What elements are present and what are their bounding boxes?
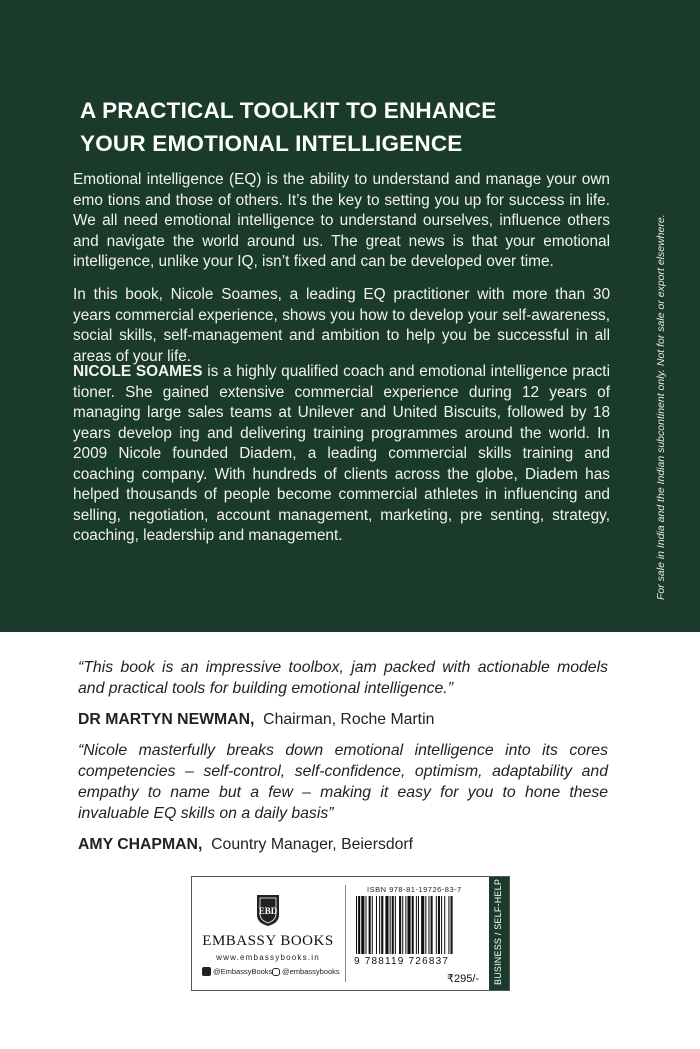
barcode-bar [436,896,437,954]
endorsement-attribution-1 [78,711,434,729]
barcode-bar [448,896,449,954]
endorsement-quote-2: “Nicole masterfully breaks down emotional intelligence into its cores competencies – self-control, self-confidence, optimism, adaptability and empathy to name but a few – making it easy for you to hone these invaluable EQ skills on a daily basis” [78,742,608,822]
category-band [489,877,509,990]
endorser-name: DR MARTYN NEWMAN, [78,711,255,728]
barcode-bar [444,896,445,954]
heading-line-1: A PRACTICAL TOOLKIT TO ENHANCE [80,98,497,123]
facebook-handle-text: @EmbassyBooks [213,967,273,976]
facebook-handle [202,967,272,976]
barcode-bar [421,896,424,954]
facebook-icon [202,967,211,976]
barcode-bar [438,896,440,954]
barcode-bar [392,896,394,954]
barcode-bar [441,896,442,954]
barcode-bar [425,896,426,954]
barcode-bar [356,896,357,954]
heading-line-2: YOUR EMOTIONAL INTELLIGENCE [80,131,463,156]
barcode-bar [361,896,364,954]
publisher-url: www.embassybooks.in [216,953,320,962]
endorser-role: Country Manager, Beiersdorf [211,836,414,853]
isbn-label: ISBN 978-81-19726-83-7 [367,885,462,894]
publisher-emblem-icon [254,893,282,927]
barcode-bar [428,896,429,954]
instagram-handle [272,967,340,976]
blurb-paragraph-1: Emotional intelligence (EQ) is the ability to understand and manage your own emo tions and those of others. It’s the key to setting you up for success in life. We all need emotional intelligence to understand ourselves, influence others and navigate the world around us. The great news is that your emotional intelligence, unlike your IQ, isn’t fixed and can be developed over time. [73,171,610,270]
emblem-letters: EBD [258,906,278,916]
barcode-bar [376,896,377,954]
barcode-bar [431,896,433,954]
isbn-barcode [354,896,486,954]
barcode-bar [407,896,410,954]
barcode-bar [395,896,396,954]
barcode-bar [402,896,403,954]
instagram-icon [272,968,280,976]
barcode-bar [365,896,366,954]
barcode-bar [385,896,388,954]
barcode-number: 9 788119 726837 [354,956,450,967]
barcode-bar [369,896,371,954]
publisher-name: EMBASSY BOOKS [202,933,334,949]
blurb-paragraph-2: In this book, Nicole Soames, a leading EQ practitioner with more than 30 years commercial experience, shows you how to develop your self-awareness, social skills, self-management and ambition to help you be successful in all areas of your life. [73,286,610,365]
publisher-logo [192,877,344,990]
author-bio-text: is a highly qualified coach and emotional intelligence practi tioner. She gained extensive commercial experience during 12 years of managing large sales teams at Unilever and United Biscuits, followed by 18 years develop ing and delivering training programmes around the world. In 2009 Nicole founded Diadem, a leading commercial skills training and coaching company. With hundreds of clients across the globe, Diadem has helped thousands of people become commercial athletes in influencing and selling, negotiation, account management, marketing, pre senting, strategy, coaching, leadership and management. [73,363,610,544]
sale-restriction-note: For sale in India and the Indian subcontinent only. Not for sale or export elsewhere. [655,214,667,600]
barcode-bar [379,896,380,954]
barcode-bar [405,896,406,954]
publisher-barcode-box [191,876,510,991]
endorsement-attribution-2 [78,836,413,854]
instagram-handle-text: @embassybooks [282,967,340,976]
category-label: BUSINESS / SELF-HELP [493,878,503,985]
endorser-role: Chairman, Roche Martin [263,711,435,728]
back-cover-heading [80,94,496,160]
author-bio [73,362,610,547]
barcode-bar [372,896,373,954]
barcode-bar [418,896,419,954]
barcode-bar [381,896,383,954]
price-label: ₹295/- [447,973,480,985]
barcode-bar [390,896,391,954]
box-divider [345,885,346,982]
barcode-bar [358,896,360,954]
barcode-bar [451,896,453,954]
endorser-name: AMY CHAPMAN, [78,836,203,853]
author-name: NICOLE SOAMES [73,363,203,380]
endorsement-quote-1: “This book is an impressive toolbox, jam packed with actionable models and practical tools for building emotional intelligence.” [78,659,608,697]
barcode-bar [412,896,414,954]
barcode-bar [399,896,401,954]
barcode-bar [416,896,417,954]
